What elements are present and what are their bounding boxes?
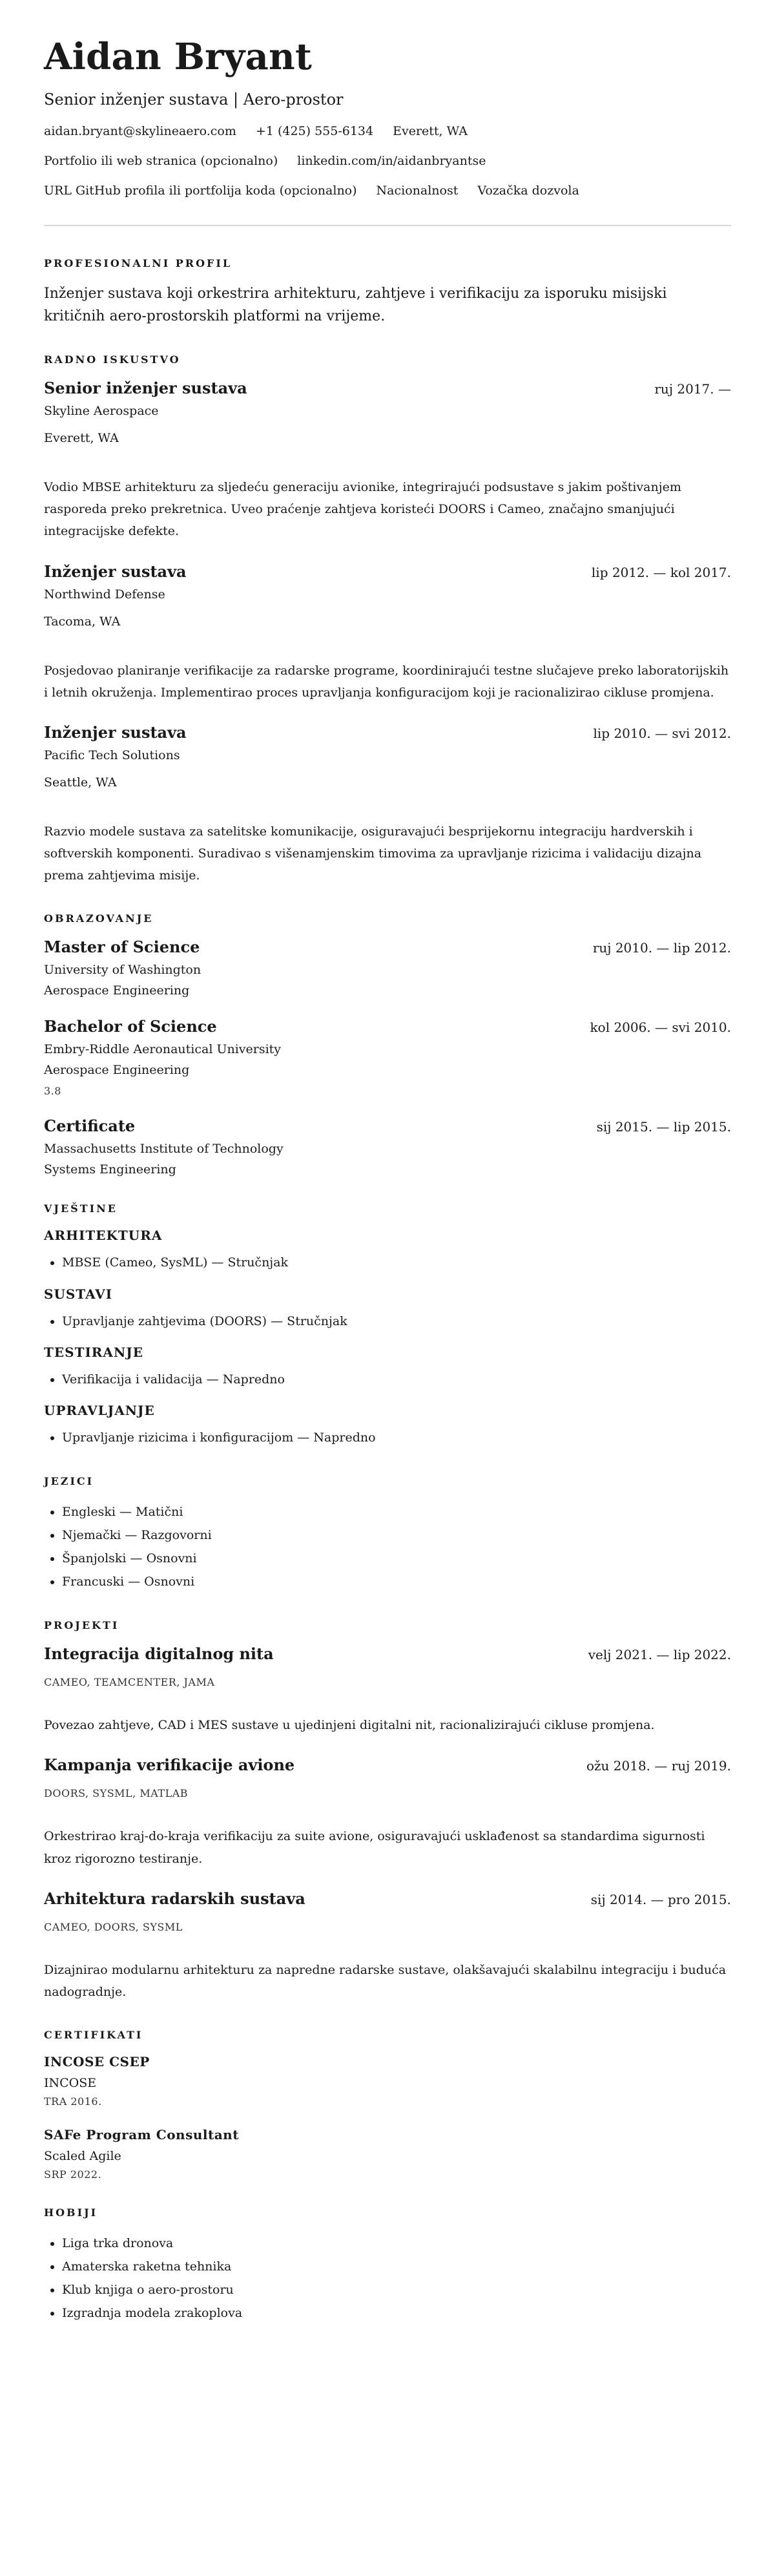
- project-dates: sij 2014. — pro 2015.: [590, 1891, 731, 1907]
- github-link[interactable]: URL GitHub profila ili portfolija koda (opcionalno): [44, 183, 357, 198]
- projects-section: [44, 1619, 731, 2003]
- field-of-study: Systems Engineering: [44, 1162, 176, 1177]
- job-description: Vodio MBSE arhitekturu za sljedeću generaciju avionike, integrirajući podsustave s jakim poštivanjem rasporeda preko prekretnica. Uveo praćenje zahtjeva koristeći DOORS i Cameo, značajno smanjujući integracijske defekte.: [44, 479, 681, 539]
- skill-category: ARHITEKTURA: [44, 1228, 163, 1244]
- hobby-item: • Liga trka dronova: [62, 2232, 731, 2255]
- skill-category: TESTIRANJE: [44, 1344, 143, 1360]
- field-of-study: Aerospace Engineering: [44, 983, 190, 998]
- skill-item: • Verifikacija i validacija — Napredno: [62, 1368, 731, 1391]
- field-of-study: Aerospace Engineering: [44, 1063, 190, 1078]
- project-tech: CAMEO, TEAMCENTER, JAMA: [44, 1676, 215, 1689]
- education-section: [44, 912, 731, 1177]
- job-title: Senior inženjer sustava: [44, 378, 247, 397]
- employer: Skyline Aerospace: [44, 403, 159, 418]
- education-dates: sij 2015. — lip 2015.: [596, 1119, 731, 1135]
- job-location: Tacoma, WA: [44, 614, 121, 629]
- project-tech: CAMEO, DOORS, SYSML: [44, 1920, 183, 1933]
- project-description: Povezao zahtjeve, CAD i MES sustave u ujedinjeni digitalni nit, racionalizirajući cikluse promjena.: [44, 1718, 655, 1733]
- experience-entry: [44, 562, 731, 704]
- degree: Certificate: [44, 1116, 136, 1136]
- certificate-date: TRA 2016.: [44, 2095, 102, 2108]
- skill-category: SUSTAVI: [44, 1286, 113, 1302]
- project-description: Dizajnirao modularnu arhitekturu za napredne radarske sustave, olakšavajući skalabilnu integraciju i buduća nadogradnje.: [44, 1962, 727, 1999]
- skill-item: • MBSE (Cameo, SysML) — Stručnjak: [62, 1251, 731, 1274]
- project-entry: [44, 1889, 731, 2003]
- contact-row-links: [44, 154, 731, 168]
- location: Everett, WA: [393, 123, 468, 138]
- job-description: Razvio modele sustava za satelitske komunikacije, osiguravajući besprijekornu integraciju hardverskih i softverskih komponenti. Suradivao s višenamjenskim timovima za upravljanje rizicima i validaciju dizajna prema zahtjevima misije.: [44, 824, 702, 883]
- education-dates: ruj 2010. — lip 2012.: [592, 940, 731, 956]
- job-location: Everett, WA: [44, 430, 119, 445]
- skills-section: [44, 1202, 731, 1449]
- job-title: Inženjer sustava: [44, 561, 187, 581]
- profile-summary: Inženjer sustava koji orkestrira arhitekturu, zahtjeve i verifikaciju za isporuku misijski kritičnih aero-prostorskih platformi na vrijeme.: [44, 285, 667, 324]
- linkedin-link[interactable]: linkedin.com/in/aidanbryantse: [297, 153, 486, 168]
- contact-row-primary: [44, 124, 731, 138]
- project-entry: [44, 1644, 731, 1736]
- hobby-item: • Izgradnja modela zrakoplova: [62, 2301, 731, 2325]
- certificate-date: SRP 2022.: [44, 2168, 102, 2181]
- school: University of Washington: [44, 963, 202, 978]
- language-item: • Francuski — Osnovni: [62, 1570, 731, 1593]
- candidate-name: Aidan Bryant: [44, 36, 313, 78]
- certificate-issuer: Scaled Agile: [44, 2149, 121, 2164]
- experience-entry: [44, 379, 731, 543]
- job-dates: ruj 2017. —: [654, 381, 731, 397]
- hobby-item: • Klub knjiga o aero-prostoru: [62, 2278, 731, 2301]
- education-entry: [44, 937, 731, 998]
- project-title: Arhitektura radarskih sustava: [44, 1889, 305, 1908]
- section-heading: PROJEKTI: [44, 1619, 119, 1632]
- job-location: Seattle, WA: [44, 775, 117, 790]
- experience-section: [44, 353, 731, 887]
- certificate-name: INCOSE CSEP: [44, 2054, 150, 2070]
- phone-number[interactable]: +1 (425) 555-6134: [255, 123, 374, 138]
- project-dates: velj 2021. — lip 2022.: [588, 1647, 731, 1663]
- skill-item: • Upravljanje rizicima i konfiguracijom — Napredno: [62, 1426, 731, 1449]
- project-title: Integracija digitalnog nita: [44, 1644, 274, 1664]
- gpa: 3.8: [44, 1085, 61, 1098]
- education-entry: [44, 1017, 731, 1097]
- section-heading: RADNO ISKUSTVO: [44, 353, 181, 366]
- resume-header: [44, 37, 731, 198]
- degree: Master of Science: [44, 937, 200, 957]
- contact-row-extra: [44, 183, 731, 198]
- section-heading: VJEŠTINE: [44, 1202, 118, 1215]
- language-item: • Engleski — Matični: [62, 1500, 731, 1524]
- header-divider: [44, 225, 731, 226]
- section-heading: JEZICI: [44, 1474, 94, 1487]
- email-link[interactable]: aidan.bryant@skylineaero.com: [44, 123, 236, 138]
- certificate-issuer: INCOSE: [44, 2076, 97, 2091]
- employer: Pacific Tech Solutions: [44, 748, 180, 762]
- language-item: • Njemački — Razgovorni: [62, 1524, 731, 1547]
- portfolio-link[interactable]: Portfolio ili web stranica (opcionalno): [44, 153, 278, 168]
- experience-entry: [44, 723, 731, 887]
- degree: Bachelor of Science: [44, 1017, 217, 1036]
- project-tech: DOORS, SYSML, MATLAB: [44, 1787, 189, 1800]
- school: Embry-Riddle Aeronautical University: [44, 1042, 282, 1057]
- skill-item: • Upravljanje zahtjevima (DOORS) — Stručnjak: [62, 1310, 731, 1333]
- language-item: • Španjolski — Osnovni: [62, 1547, 731, 1570]
- project-description: Orkestrirao kraj-do-kraja verifikaciju za suite avione, osiguravajući usklađenost sa standardima sigurnosti kroz rigorozno testiranje.: [44, 1829, 705, 1866]
- hobby-item: • Amaterska raketna tehnika: [62, 2255, 731, 2278]
- certificate-name: SAFe Program Consultant: [44, 2127, 239, 2143]
- section-heading: HOBIJI: [44, 2206, 98, 2219]
- education-dates: kol 2006. — svi 2010.: [590, 1020, 731, 1036]
- drivers-license: Vozačka dozvola: [477, 183, 579, 198]
- languages-section: [44, 1475, 731, 1593]
- project-dates: ožu 2018. — ruj 2019.: [586, 1758, 731, 1774]
- certificate-entry: [44, 2127, 731, 2181]
- nationality: Nacionalnost: [376, 183, 459, 198]
- school: Massachusetts Institute of Technology: [44, 1142, 284, 1157]
- certificate-entry: [44, 2054, 731, 2108]
- section-heading: CERTIFIKATI: [44, 2029, 143, 2042]
- section-heading: PROFESIONALNI PROFIL: [44, 257, 232, 269]
- job-dates: lip 2010. — svi 2012.: [593, 725, 731, 741]
- employer: Northwind Defense: [44, 587, 165, 602]
- job-dates: lip 2012. — kol 2017.: [591, 564, 731, 580]
- candidate-title: Senior inženjer sustava | Aero-prostor: [44, 90, 344, 109]
- education-entry: [44, 1116, 731, 1177]
- job-title: Inženjer sustava: [44, 722, 187, 742]
- hobbies-section: [44, 2206, 731, 2325]
- profile-section: [44, 257, 731, 328]
- project-title: Kampanja verifikacije avione: [44, 1755, 295, 1775]
- skill-category: UPRAVLJANJE: [44, 1402, 155, 1418]
- project-entry: [44, 1755, 731, 1869]
- certificates-section: [44, 2029, 731, 2181]
- job-description: Posjedovao planiranje verifikacije za radarske programe, koordinirajući testne slučajeve preko laboratorijskih i letnih okruženja. Implementirao proces upravljanja konfiguracijom koji je racionalizirao cikluse promjena.: [44, 663, 729, 700]
- section-heading: OBRAZOVANJE: [44, 912, 154, 925]
